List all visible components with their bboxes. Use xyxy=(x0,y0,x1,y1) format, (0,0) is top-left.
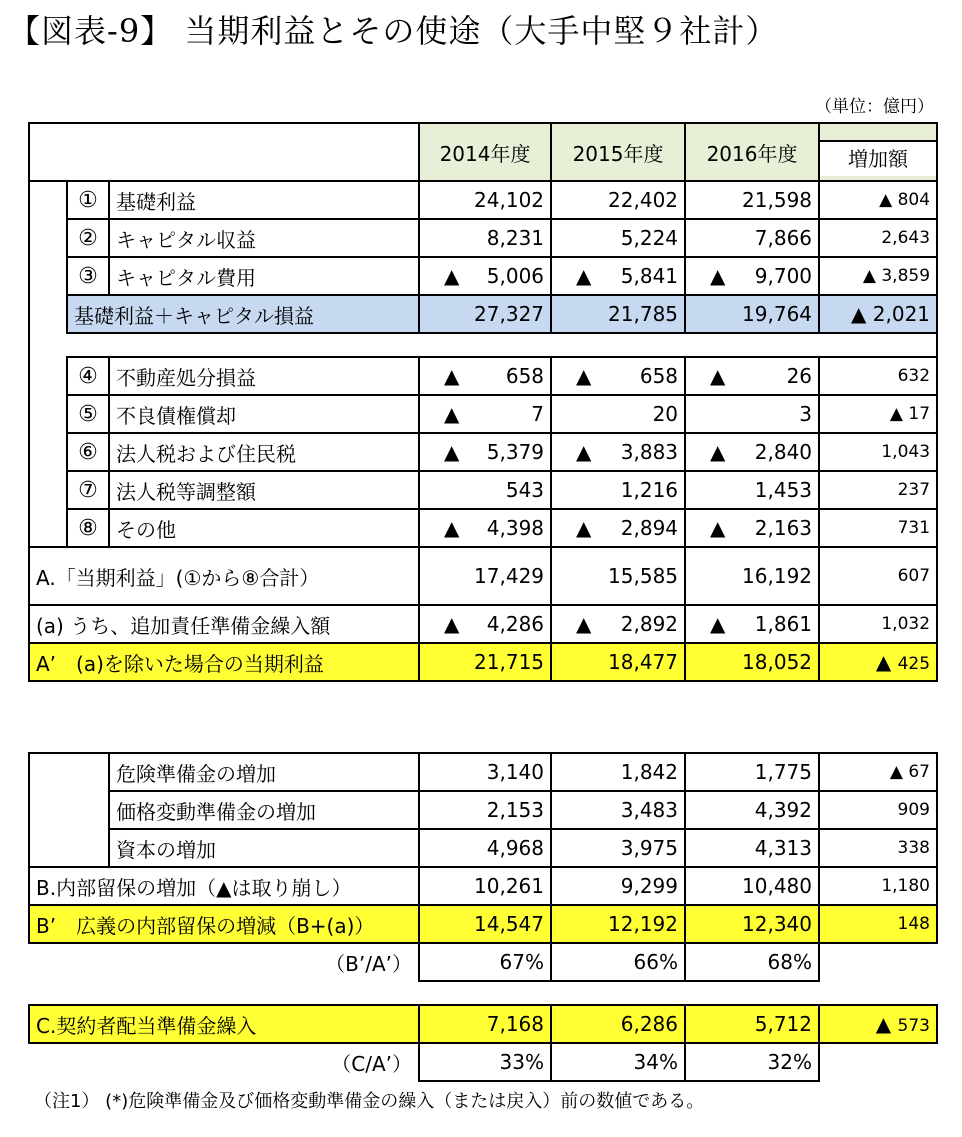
subtotal-increase xyxy=(819,295,937,333)
row-label: その他 xyxy=(109,509,419,547)
subtotal-label: 基礎利益＋キャピタル損益 xyxy=(67,295,419,333)
row-v2014 xyxy=(419,257,551,295)
section1-body xyxy=(29,181,937,295)
triangle-icon: ▲ xyxy=(576,440,592,464)
page-title: 【図表-9】 当期利益とその使途（大手中堅９社計） xyxy=(8,12,779,50)
subtotal-2015: 21,785 xyxy=(551,295,685,333)
triangle-icon: ▲ xyxy=(862,266,876,286)
indent-cell xyxy=(29,509,67,547)
ratio-b-label: （B’/A’） xyxy=(325,952,412,976)
row-v2016-value: 21,598 xyxy=(742,188,813,212)
row-a-2016: 16,192 xyxy=(685,547,819,605)
header-2016: 2016年度 xyxy=(685,123,819,181)
row-b-prime-increase: 148 xyxy=(819,905,937,943)
row-increase-value: 17 xyxy=(908,404,931,424)
row-v2016 xyxy=(685,509,819,547)
row-increase xyxy=(819,219,937,257)
row-b-label: B.内部留保の増加（▲は取り崩し） xyxy=(29,867,419,905)
ratio-b-2016: 68% xyxy=(685,943,819,981)
row-a-sub xyxy=(29,605,937,643)
row-a-sub-label: (a) うち、追加責任準備金繰入額 xyxy=(29,605,419,643)
table-row xyxy=(29,181,937,219)
row-v2015: 1,842 xyxy=(551,753,685,791)
row-v2016-value: 3 xyxy=(799,402,813,426)
row-increase xyxy=(819,357,937,395)
row-a-sub-2015-value: 2,892 xyxy=(620,612,679,636)
row-a-2014: 17,429 xyxy=(419,547,551,605)
indent-cell xyxy=(29,471,67,509)
row-b-prime-2014: 14,547 xyxy=(419,905,551,943)
empty-cell xyxy=(819,1043,937,1081)
row-increase-value: 731 xyxy=(897,518,931,538)
row-v2015-value: 20 xyxy=(652,402,679,426)
row-v2014: 2,153 xyxy=(419,791,551,829)
triangle-icon: ▲ xyxy=(710,264,726,288)
indent-cell xyxy=(29,753,109,791)
triangle-icon: ▲ xyxy=(444,516,460,540)
row-label: 法人税等調整額 xyxy=(109,471,419,509)
indent-cell xyxy=(29,829,109,867)
row-a-2015: 15,585 xyxy=(551,547,685,605)
profit-table xyxy=(28,122,938,682)
row-v2016-value: 2,840 xyxy=(754,440,813,464)
spacer-row xyxy=(29,333,937,357)
row-v2016: 4,313 xyxy=(685,829,819,867)
row-v2014: 4,968 xyxy=(419,829,551,867)
triangle-icon: ▲ xyxy=(889,762,903,782)
row-a-prime-2015: 18,477 xyxy=(551,643,685,681)
row-v2016: 1,775 xyxy=(685,753,819,791)
row-c-2016: 5,712 xyxy=(685,1005,819,1043)
row-a-sub-2016 xyxy=(685,605,819,643)
triangle-icon: ▲ xyxy=(851,302,867,326)
retained-table xyxy=(28,752,938,1082)
row-number: ⑥ xyxy=(67,433,109,471)
row-increase-value: 909 xyxy=(897,800,930,820)
row-c xyxy=(29,1005,937,1043)
triangle-icon: ▲ xyxy=(889,404,903,424)
row-v2015-value: 2,894 xyxy=(620,516,679,540)
row-label: 資本の増加 xyxy=(109,829,419,867)
row-v2016-value: 1,453 xyxy=(754,478,813,502)
indent-cell xyxy=(29,433,67,471)
row-a-prime-2016: 18,052 xyxy=(685,643,819,681)
row-increase-value: 1,043 xyxy=(881,442,931,462)
header-2015: 2015年度 xyxy=(551,123,685,181)
row-v2015 xyxy=(551,257,685,295)
row-v2016-value: 2,163 xyxy=(754,516,813,540)
row-increase xyxy=(819,257,937,295)
triangle-icon: ▲ xyxy=(710,440,726,464)
row-b-prime-label: B’ 広義の内部留保の増減（B+(a)） xyxy=(29,905,419,943)
row-v2014 xyxy=(419,509,551,547)
row-increase xyxy=(819,509,937,547)
triangle-icon: ▲ xyxy=(710,612,726,636)
row-c-2015: 6,286 xyxy=(551,1005,685,1043)
triangle-icon: ▲ xyxy=(710,364,726,388)
row-b xyxy=(29,867,937,905)
row-v2016: 4,392 xyxy=(685,791,819,829)
row-increase xyxy=(819,471,937,509)
row-increase-value: 632 xyxy=(897,366,931,386)
row-number: ⑧ xyxy=(67,509,109,547)
table-row xyxy=(29,257,937,295)
section3-body xyxy=(29,753,937,867)
subtotal-row xyxy=(29,295,937,333)
row-v2016-value: 7,866 xyxy=(754,226,813,250)
row-v2014-value: 658 xyxy=(505,364,545,388)
row-a-prime-increase xyxy=(819,643,937,681)
row-v2015-value: 5,224 xyxy=(620,226,679,250)
header-increase xyxy=(819,123,937,181)
row-v2015 xyxy=(551,357,685,395)
row-v2015 xyxy=(551,509,685,547)
section2-body xyxy=(29,357,937,547)
spacer-cell xyxy=(29,333,67,357)
row-increase-value: 804 xyxy=(897,190,931,210)
header-increase-label: 増加額 xyxy=(819,140,936,176)
spacer-cell xyxy=(67,333,937,357)
row-v2014-value: 4,398 xyxy=(486,516,545,540)
row-a-label: A.「当期利益」(①から⑧合計） xyxy=(29,547,419,605)
table-row xyxy=(29,357,937,395)
table-row xyxy=(29,829,937,867)
table-row xyxy=(29,471,937,509)
row-v2014 xyxy=(419,395,551,433)
row-v2014 xyxy=(419,471,551,509)
row-v2015: 3,483 xyxy=(551,791,685,829)
row-v2015 xyxy=(551,181,685,219)
row-v2015 xyxy=(551,395,685,433)
row-v2015-value: 3,883 xyxy=(620,440,679,464)
row-b-2015: 9,299 xyxy=(551,867,685,905)
row-v2014-value: 5,006 xyxy=(486,264,545,288)
row-v2016 xyxy=(685,181,819,219)
header-row xyxy=(29,123,937,181)
row-a-increase: 607 xyxy=(819,547,937,605)
spacer-row xyxy=(29,981,937,1005)
row-c-increase xyxy=(819,1005,937,1043)
row-v2014-value: 543 xyxy=(505,478,545,502)
row-v2015 xyxy=(551,471,685,509)
indent-cell xyxy=(29,181,67,219)
triangle-icon: ▲ xyxy=(710,516,726,540)
row-v2016 xyxy=(685,395,819,433)
row-label: キャピタル収益 xyxy=(109,219,419,257)
triangle-icon: ▲ xyxy=(444,264,460,288)
row-v2015-value: 658 xyxy=(639,364,679,388)
row-b-2016: 10,480 xyxy=(685,867,819,905)
row-number: ④ xyxy=(67,357,109,395)
indent-cell xyxy=(29,295,67,333)
row-v2014 xyxy=(419,433,551,471)
triangle-icon: ▲ xyxy=(879,190,893,210)
row-a-prime-label: A’ (a)を除いた場合の当期利益 xyxy=(29,643,419,681)
triangle-icon: ▲ xyxy=(576,612,592,636)
row-v2014-value: 24,102 xyxy=(474,188,545,212)
row-v2015 xyxy=(551,433,685,471)
indent-cell xyxy=(29,395,67,433)
row-a-total xyxy=(29,547,937,605)
unit-label: （単位：億円） xyxy=(815,97,934,117)
table-row xyxy=(29,753,937,791)
subtotal-2014: 27,327 xyxy=(419,295,551,333)
row-label: 危険準備金の増加 xyxy=(109,753,419,791)
row-v2016 xyxy=(685,219,819,257)
row-a-sub-2015 xyxy=(551,605,685,643)
row-b-prime-2016: 12,340 xyxy=(685,905,819,943)
indent-cell xyxy=(29,357,67,395)
row-increase xyxy=(819,829,937,867)
table-row xyxy=(29,433,937,471)
row-c-label: C.契約者配当準備金繰入 xyxy=(29,1005,419,1043)
row-v2016 xyxy=(685,357,819,395)
spacer-cell xyxy=(29,981,937,1005)
triangle-icon: ▲ xyxy=(576,516,592,540)
triangle-icon: ▲ xyxy=(444,402,460,426)
row-b-prime xyxy=(29,905,937,943)
row-number: ② xyxy=(67,219,109,257)
footnote: （注1） (*)危険準備金及び価格変動準備金の繰入（または戻入）前の数値である。 xyxy=(34,1091,705,1112)
triangle-icon: ▲ xyxy=(444,440,460,464)
row-increase xyxy=(819,753,937,791)
row-b-increase: 1,180 xyxy=(819,867,937,905)
row-v2016-value: 9,700 xyxy=(754,264,813,288)
row-a-prime-2014: 21,715 xyxy=(419,643,551,681)
row-v2016-value: 26 xyxy=(786,364,813,388)
indent-cell xyxy=(29,219,67,257)
ratio-c-2014: 33% xyxy=(419,1043,551,1081)
row-v2014: 3,140 xyxy=(419,753,551,791)
row-increase xyxy=(819,791,937,829)
row-label: 基礎利益 xyxy=(109,181,419,219)
row-a-sub-2014-value: 4,286 xyxy=(486,612,545,636)
row-b-2014: 10,261 xyxy=(419,867,551,905)
subtotal-2016: 19,764 xyxy=(685,295,819,333)
row-b-prime-2015: 12,192 xyxy=(551,905,685,943)
row-v2015-value: 5,841 xyxy=(620,264,679,288)
empty-cell xyxy=(819,943,937,981)
triangle-icon: ▲ xyxy=(875,1012,892,1036)
row-a-sub-2016-value: 1,861 xyxy=(754,612,813,636)
header-blank xyxy=(29,123,419,181)
row-v2015-value: 1,216 xyxy=(620,478,679,502)
row-number: ⑤ xyxy=(67,395,109,433)
row-number: ③ xyxy=(67,257,109,295)
header-2014: 2014年度 xyxy=(419,123,551,181)
row-label: 価格変動準備金の増加 xyxy=(109,791,419,829)
row-v2014 xyxy=(419,181,551,219)
table-row xyxy=(29,395,937,433)
row-label: 法人税および住民税 xyxy=(109,433,419,471)
row-c-increase-value: 573 xyxy=(897,1016,930,1036)
row-a-prime xyxy=(29,643,937,681)
row-number: ① xyxy=(67,181,109,219)
row-number: ⑦ xyxy=(67,471,109,509)
row-v2014-value: 5,379 xyxy=(486,440,545,464)
triangle-icon: ▲ xyxy=(576,264,592,288)
indent-cell xyxy=(29,257,67,295)
row-v2014 xyxy=(419,219,551,257)
triangle-icon: ▲ xyxy=(576,364,592,388)
row-increase xyxy=(819,181,937,219)
row-label: 不良債権償却 xyxy=(109,395,419,433)
ratio-b-2014: 67% xyxy=(419,943,551,981)
table-row xyxy=(29,509,937,547)
row-v2014 xyxy=(419,357,551,395)
indent-cell xyxy=(29,791,109,829)
row-v2015 xyxy=(551,219,685,257)
triangle-icon: ▲ xyxy=(875,650,892,674)
row-a-sub-increase: 1,032 xyxy=(819,605,937,643)
row-v2015-value: 22,402 xyxy=(608,188,679,212)
row-v2016 xyxy=(685,471,819,509)
ratio-c-2016: 32% xyxy=(685,1043,819,1081)
row-label: 不動産処分損益 xyxy=(109,357,419,395)
triangle-icon: ▲ xyxy=(444,612,460,636)
row-increase-value: 67 xyxy=(908,762,930,782)
row-c-2014: 7,168 xyxy=(419,1005,551,1043)
subtotal-increase-value: 2,021 xyxy=(872,302,931,326)
row-increase-value: 237 xyxy=(897,480,931,500)
row-increase xyxy=(819,433,937,471)
row-v2016 xyxy=(685,257,819,295)
row-increase-value: 338 xyxy=(897,838,930,858)
ratio-c-label: （C/A’） xyxy=(331,1052,412,1076)
table-row xyxy=(29,219,937,257)
row-increase xyxy=(819,395,937,433)
row-v2016 xyxy=(685,433,819,471)
ratio-c-2015: 34% xyxy=(551,1043,685,1081)
row-increase-value: 3,859 xyxy=(881,266,931,286)
row-increase-value: 2,643 xyxy=(881,228,931,248)
row-v2015: 3,975 xyxy=(551,829,685,867)
table-row xyxy=(29,791,937,829)
triangle-icon: ▲ xyxy=(444,364,460,388)
row-a-prime-increase-value: 425 xyxy=(897,654,931,674)
row-a-sub-2014 xyxy=(419,605,551,643)
row-v2014-value: 7 xyxy=(531,402,545,426)
ratio-c-row xyxy=(29,1043,937,1081)
row-label: キャピタル費用 xyxy=(109,257,419,295)
row-v2014-value: 8,231 xyxy=(486,226,545,250)
ratio-b-row xyxy=(29,943,937,981)
ratio-b-2015: 66% xyxy=(551,943,685,981)
